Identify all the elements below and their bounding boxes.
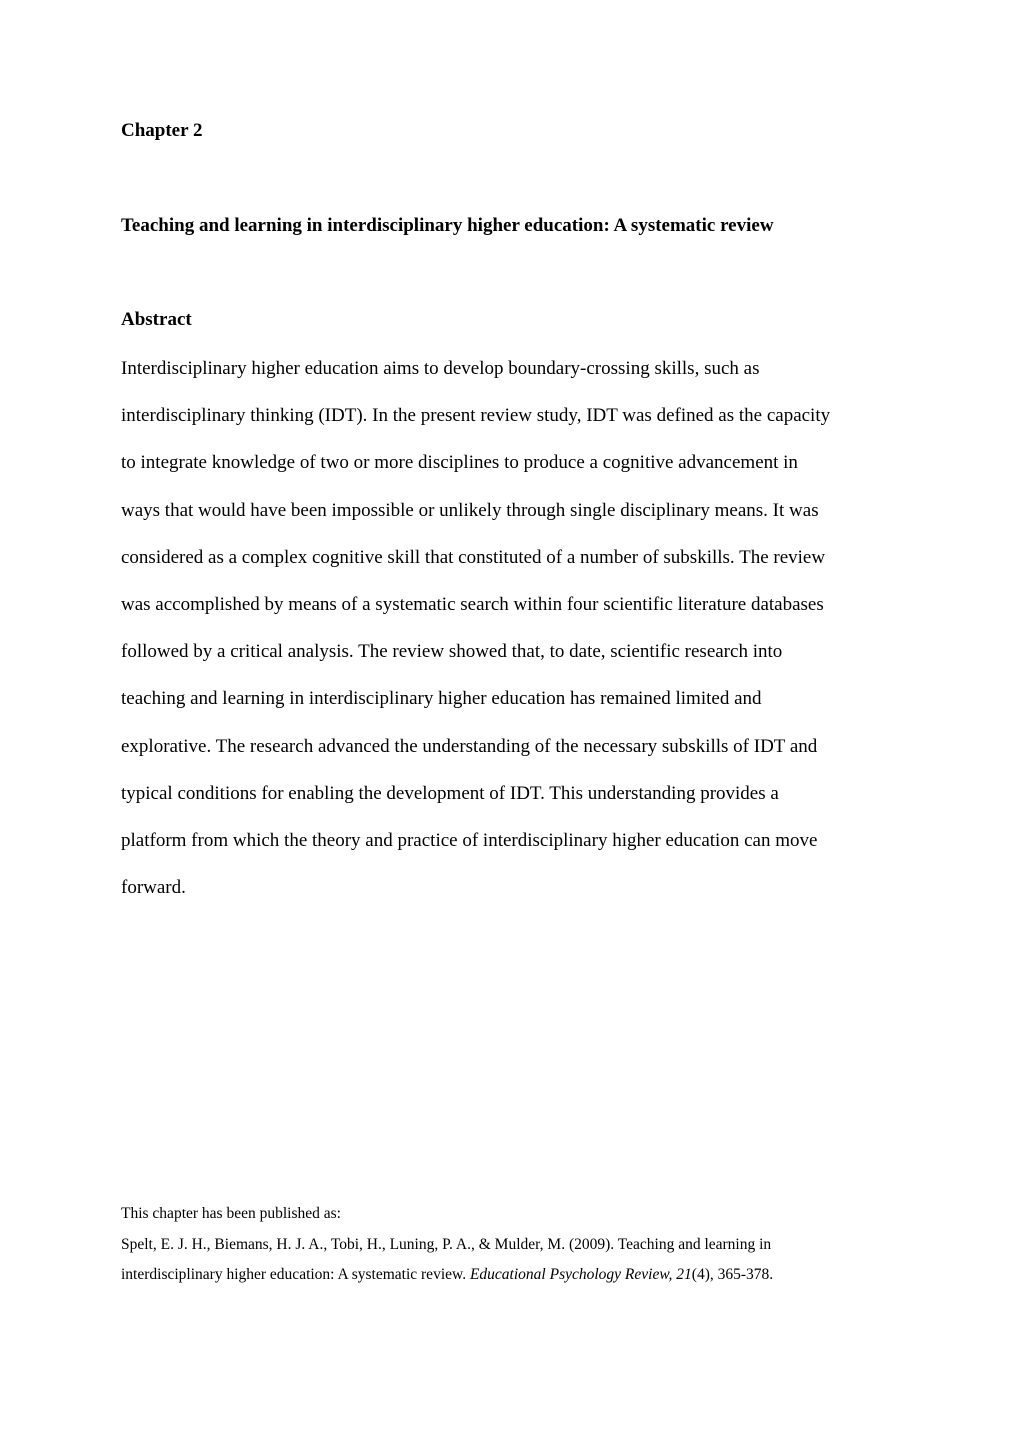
chapter-title: Teaching and learning in interdisciplinary higher education: A systematic review	[121, 215, 774, 236]
abstract-line: to integrate knowledge of two or more disciplines to produce a cognitive advancement in	[121, 452, 798, 474]
abstract-line: typical conditions for enabling the development of IDT. This understanding provides a	[121, 782, 779, 804]
abstract-line: teaching and learning in interdisciplinary higher education has remained limited and	[121, 688, 762, 710]
abstract-body	[121, 353, 901, 919]
citation-line: Spelt, E. J. H., Biemans, H. J. A., Tobi, H., Luning, P. A., & Mulder, M. (2009). Teaching and learning in	[121, 1236, 772, 1253]
chapter-label: Chapter 2	[121, 120, 203, 141]
abstract-line: interdisciplinary thinking (IDT). In the present review study, IDT was defined as the capacity	[121, 405, 831, 427]
abstract-line: platform from which the theory and practice of interdisciplinary higher education can move	[121, 829, 818, 851]
citation-journal: Educational Psychology Review, 21	[469, 1266, 692, 1283]
citation-text: interdisciplinary higher education: A systematic review.	[121, 1266, 470, 1283]
abstract-line: forward.	[121, 877, 186, 899]
citation-line	[121, 1264, 881, 1294]
abstract-line: followed by a critical analysis. The review showed that, to date, scientific research into	[121, 641, 783, 663]
abstract-line: ways that would have been impossible or unlikely through single disciplinary means. It was	[121, 499, 819, 521]
abstract-line: considered as a complex cognitive skill that constituted of a number of subskills. The review	[121, 546, 826, 568]
abstract-line: was accomplished by means of a systematic search within four scientific literature databases	[121, 593, 824, 615]
publication-note: This chapter has been published as:	[121, 1205, 341, 1222]
citation-issue-pages: (4), 365-378.	[691, 1266, 774, 1283]
abstract-heading: Abstract	[121, 309, 192, 330]
abstract-line: explorative. The research advanced the understanding of the necessary subskills of IDT and	[121, 735, 818, 757]
citation	[121, 1234, 881, 1294]
abstract-line: Interdisciplinary higher education aims to develop boundary-crossing skills, such as	[121, 358, 760, 379]
